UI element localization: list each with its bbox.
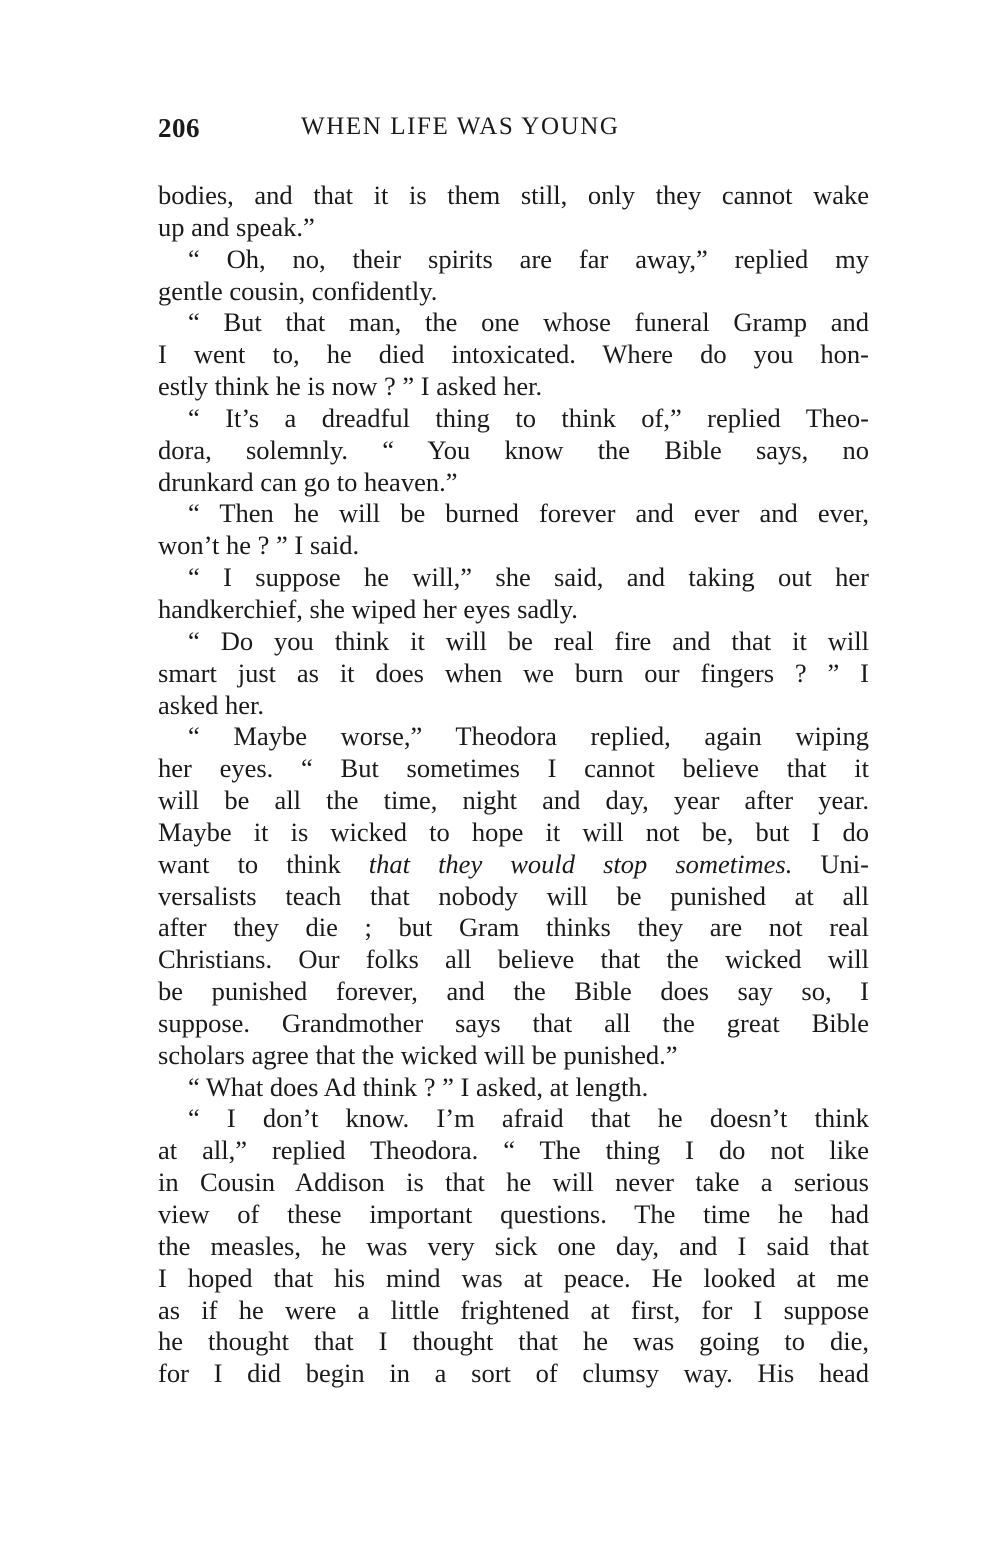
line-text: he thought that I thought that he was going to die,: [158, 1326, 869, 1357]
text-line: [158, 180, 869, 212]
line-text: Maybe it is wicked to hope it will not be, but I do: [158, 816, 869, 847]
text-line: [158, 1231, 869, 1263]
line-text: “ Then he will be burned forever and ever and ever,: [188, 498, 869, 529]
text-line: [158, 944, 869, 976]
text-line: [158, 817, 869, 849]
line-text: scholars agree that the wicked will be punished.”: [158, 1039, 678, 1070]
text-line: [158, 1040, 869, 1072]
line-text: versalists teach that nobody will be punished at all: [158, 880, 869, 911]
text-line: [158, 1135, 869, 1167]
text-line: [158, 498, 869, 530]
line-text: “ It’s a dreadful thing to think of,” replied Theo-: [188, 402, 869, 433]
line-text: I went to, he died intoxicated. Where do you hon-: [158, 339, 869, 370]
line-text: as if he were a little frightened at first, for I suppose: [158, 1294, 869, 1325]
line-text: “ But that man, the one whose funeral Gramp and: [188, 307, 869, 338]
text-line: [158, 1263, 869, 1295]
line-text: asked her.: [158, 689, 264, 720]
text-line: [158, 1295, 869, 1327]
line-text-after: Uni-: [792, 848, 869, 879]
text-line: [158, 244, 869, 276]
line-text: drunkard can go to heaven.”: [158, 466, 458, 497]
text-line: [158, 467, 869, 499]
line-text: view of these important questions. The time he had: [158, 1199, 869, 1229]
italic-emphasis: that they would stop sometimes.: [368, 848, 793, 879]
text-line: [158, 881, 869, 913]
text-line: [158, 1072, 869, 1104]
line-text: “ Maybe worse,” Theodora replied, again wiping: [188, 721, 869, 752]
text-line: [158, 849, 869, 881]
line-text: “ I suppose he will,” she said, and taking out her: [188, 562, 869, 593]
text-line: [158, 307, 869, 339]
page-number: 206: [158, 113, 200, 143]
text-line: [158, 1103, 869, 1135]
line-text: gentle cousin, confidently.: [158, 275, 438, 306]
text-line: [158, 785, 869, 817]
text-line: [158, 1199, 869, 1231]
text-line: [158, 1167, 869, 1199]
text-line: [158, 212, 869, 244]
line-text: her eyes. “ But sometimes I cannot believe that it: [158, 753, 869, 784]
line-text: handkerchief, she wiped her eyes sadly.: [158, 593, 578, 624]
text-line: [158, 339, 869, 371]
text-line: [158, 562, 869, 594]
line-text: want to think: [158, 848, 369, 879]
line-text: I hoped that his mind was at peace. He looked at me: [158, 1262, 869, 1293]
text-line: [158, 912, 869, 944]
line-text: “ Do you think it will be real fire and that it will: [188, 625, 869, 656]
line-text: dora, solemnly. “ You know the Bible says, no: [158, 434, 869, 465]
line-text: in Cousin Addison is that he will never take a serious: [158, 1167, 869, 1198]
text-line: [158, 658, 869, 690]
body-text: [158, 180, 869, 1390]
line-text: after they die ; but Gram thinks they are not real: [158, 912, 869, 943]
text-line: [158, 1008, 869, 1040]
text-line: [158, 371, 869, 403]
text-line: [158, 721, 869, 753]
page-header: [158, 113, 869, 153]
line-text: be punished forever, and the Bible does say so, I: [158, 976, 869, 1007]
text-line: [158, 594, 869, 626]
line-text: won’t he ? ” I said.: [158, 530, 360, 561]
text-line: [158, 753, 869, 785]
line-text: “ Oh, no, their spirits are far away,” replied my: [188, 243, 869, 274]
text-line: [158, 276, 869, 308]
text-line: [158, 435, 869, 467]
running-head: WHEN LIFE WAS YOUNG: [301, 113, 620, 140]
text-line: [158, 1326, 869, 1358]
line-text: at all,” replied Theodora. “ The thing I do not like: [158, 1135, 869, 1166]
text-line: [158, 530, 869, 562]
line-text: Christians. Our folks all believe that the wicked will: [158, 944, 869, 975]
line-text: smart just as it does when we burn our fingers ? ” I: [158, 657, 869, 688]
line-text: bodies, and that it is them still, only they cannot wake: [158, 180, 869, 210]
line-text: “ I don’t know. I’m afraid that he doesn’t think: [188, 1103, 869, 1134]
line-text: suppose. Grandmother says that all the great Bible: [158, 1007, 869, 1038]
text-line: [158, 690, 869, 722]
line-text: “ What does Ad think ? ” I asked, at length.: [188, 1071, 649, 1102]
line-text: the measles, he was very sick one day, and I said that: [158, 1230, 869, 1261]
line-text: for I did begin in a sort of clumsy way. His head: [158, 1358, 869, 1389]
text-line: [158, 403, 869, 435]
line-text: estly think he is now ? ” I asked her.: [158, 371, 543, 402]
text-line: [158, 1358, 869, 1390]
line-text: up and speak.”: [158, 211, 315, 242]
text-line: [158, 626, 869, 658]
text-line: [158, 976, 869, 1008]
line-text: will be all the time, night and day, year after year.: [158, 785, 869, 816]
